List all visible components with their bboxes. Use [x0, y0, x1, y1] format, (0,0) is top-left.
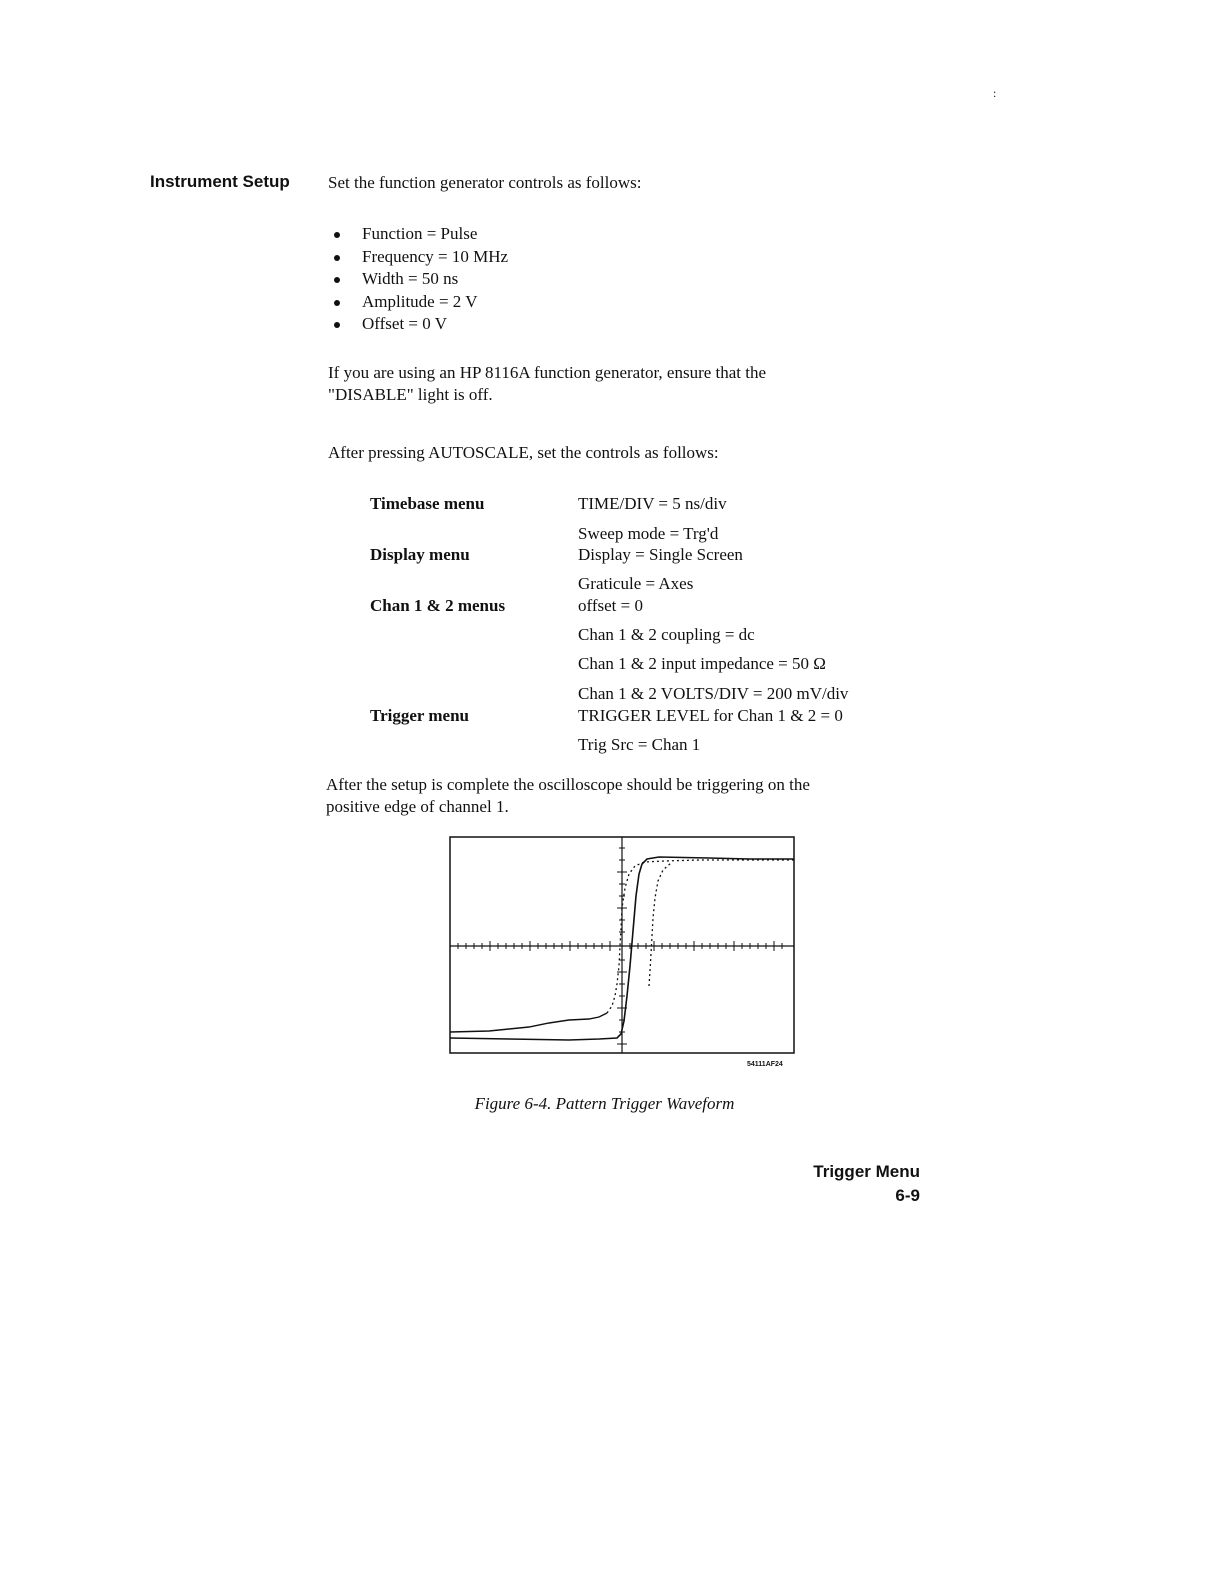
setting-volts-div: Chan 1 & 2 VOLTS/DIV = 200 mV/div	[578, 684, 849, 703]
oscilloscope-waveform-figure	[449, 836, 797, 1058]
after-setup-line: positive edge of channel 1.	[326, 797, 509, 816]
after-autoscale-text: After pressing AUTOSCALE, set the controls as follows:	[328, 443, 719, 462]
bullet-icon	[334, 300, 340, 306]
intro-text: Set the function generator controls as follows:	[328, 173, 642, 192]
figure-tag: 54111AF24	[747, 1061, 783, 1068]
hp-note-line: If you are using an HP 8116A function generator, ensure that the	[328, 363, 767, 382]
setting-impedance: Chan 1 & 2 input impedance = 50 Ω	[578, 654, 826, 673]
setting-trigger-level: TRIGGER LEVEL for Chan 1 & 2 = 0	[578, 706, 843, 725]
after-setup-line: After the setup is complete the oscilloscope should be triggering on the	[326, 775, 810, 794]
display-menu-label: Display menu	[370, 545, 470, 564]
setting-trig-src: Trig Src = Chan 1	[578, 735, 701, 754]
list-item: Offset = 0 V	[334, 313, 508, 336]
list-item: Function = Pulse	[334, 223, 508, 246]
list-item: Amplitude = 2 V	[334, 291, 508, 314]
chan-menus-label: Chan 1 & 2 menus	[370, 596, 506, 615]
figure-caption	[0, 1094, 1224, 1114]
channel-2-edge	[649, 863, 671, 986]
section-heading: Instrument Setup	[150, 172, 290, 191]
channel-1-baseline	[450, 1013, 607, 1032]
bullet-icon	[334, 322, 340, 328]
trigger-menu-label: Trigger menu	[370, 706, 469, 725]
list-item: Frequency = 10 MHz	[334, 246, 508, 269]
settings-bullet-list	[334, 223, 508, 336]
timebase-menu-label: Timebase menu	[370, 494, 485, 513]
list-item: Width = 50 ns	[334, 268, 508, 291]
setting-sweep-mode: Sweep mode = Trg'd	[578, 524, 719, 543]
footer-page-number: 6-9	[895, 1186, 920, 1205]
figure-caption-text: Figure 6-4. Pattern Trigger Waveform	[474, 1094, 735, 1113]
setting-display: Display = Single Screen	[578, 545, 743, 564]
bullet-icon	[334, 232, 340, 238]
stray-mark: :	[993, 86, 997, 100]
after-setup-text	[326, 774, 926, 818]
bullet-icon	[334, 277, 340, 283]
setting-coupling: Chan 1 & 2 coupling = dc	[578, 625, 755, 644]
hp-8116a-note	[328, 362, 888, 406]
channel-2-waveform	[607, 860, 794, 1013]
setting-offset: offset = 0	[578, 596, 643, 615]
bullet-icon	[334, 255, 340, 261]
setting-graticule: Graticule = Axes	[578, 574, 694, 593]
footer-section-title: Trigger Menu	[813, 1162, 920, 1181]
hp-note-line: "DISABLE" light is off.	[328, 385, 493, 404]
setting-time-div: TIME/DIV = 5 ns/div	[578, 494, 727, 513]
